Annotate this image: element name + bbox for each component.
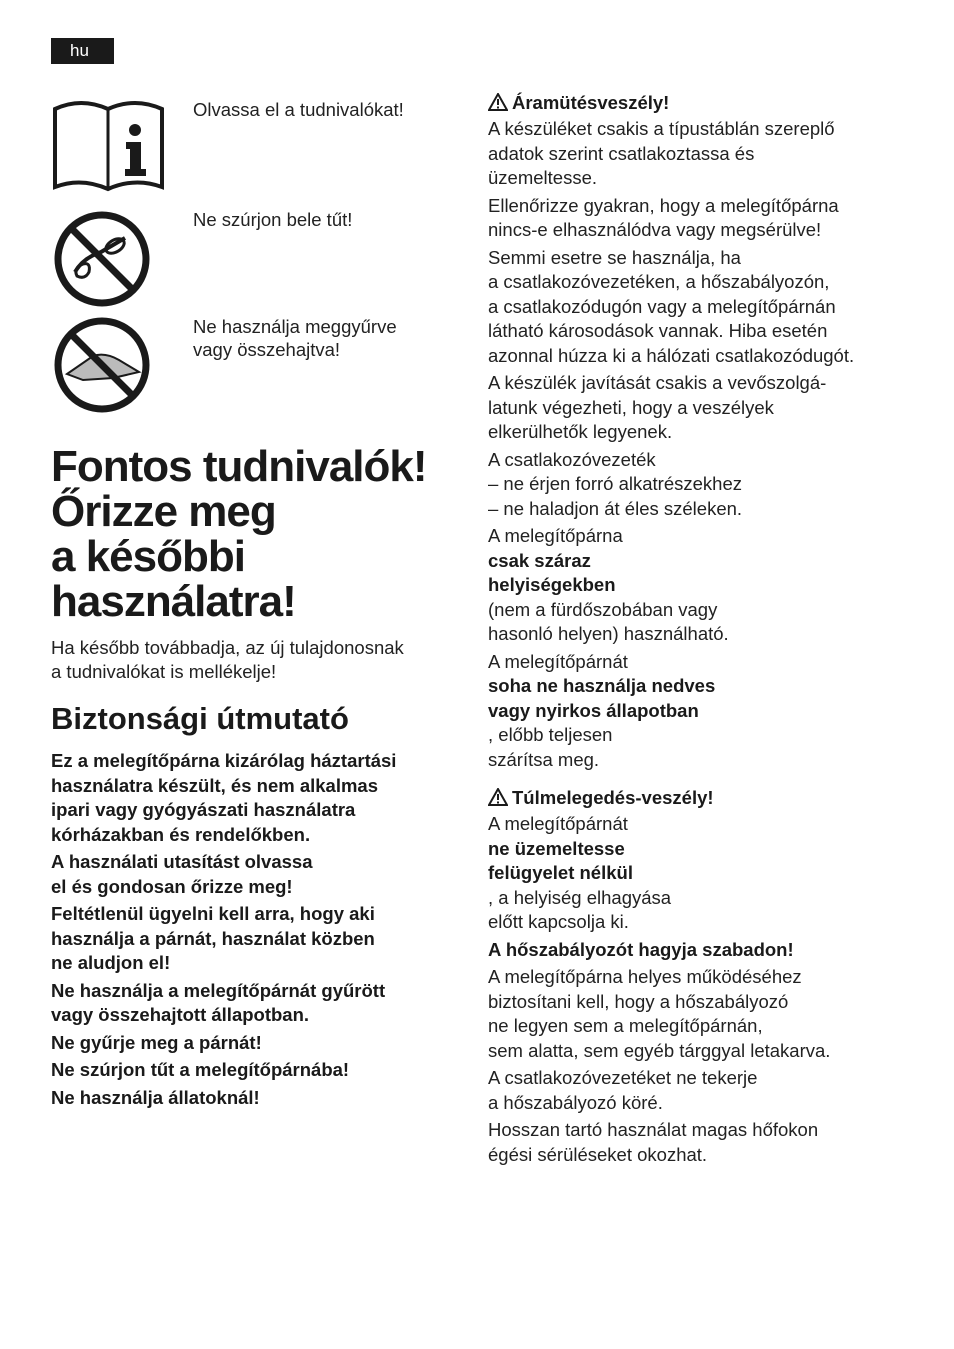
paragraph <box>488 965 918 1063</box>
title-line: használatra! <box>51 577 296 626</box>
paragraph-line: Ne használja állatoknál! <box>51 1086 260 1108</box>
paragraph-line: el és gondosan őrizze meg! <box>51 875 293 897</box>
safety-paragraph <box>51 1058 451 1083</box>
paragraph-line: a csatlakozóvezetéken, a hőszabályozón, <box>488 271 830 292</box>
safety-paragraph <box>51 979 451 1028</box>
paragraph <box>488 650 918 773</box>
paragraph-line: adatok szerint csatlakoztassa és <box>488 142 755 164</box>
no-folded-icon <box>53 316 151 414</box>
text-run: A melegítőpárnát <box>488 813 628 834</box>
paragraph-line: használatra készült, és nem alkalmas <box>51 774 379 796</box>
symbol-label-line: Olvassa el a tudnivalókat! <box>193 99 404 120</box>
paragraph-line: a csatlakozódugón vagy a melegítőpárnán <box>488 295 836 317</box>
paragraph-line: elkerülhetők legyenek. <box>488 421 673 442</box>
symbol-label-line: Ne szúrjon bele tűt! <box>193 209 353 230</box>
paragraph-line: A melegítőpárna helyes működéséhez <box>488 966 802 987</box>
bold-run: felügyelet nélkül <box>488 862 633 883</box>
paragraph-line: A használati utasítást olvassa <box>51 851 313 872</box>
paragraph-line: a hőszabályozó köré. <box>488 1091 663 1113</box>
warning-triangle-icon <box>488 93 508 111</box>
paragraph-line: sem alatta, sem egyéb tárggyal letakarva. <box>488 1039 831 1061</box>
symbol-label-line: vagy összehajtva! <box>193 339 341 360</box>
paragraph <box>488 812 918 935</box>
paragraph-line: A készüléket csakis a típustáblán szereplő <box>488 118 835 139</box>
paragraph <box>488 524 918 647</box>
safety-paragraph <box>51 1086 451 1111</box>
text-run: A melegítőpárna <box>488 525 623 546</box>
symbol-label-folded <box>193 315 397 361</box>
symbol-label-read <box>193 98 404 121</box>
bold-run: soha ne használja nedves <box>488 675 716 696</box>
text-run: , előbb teljesen <box>488 724 613 745</box>
paragraph-line: előtt kapcsolja ki. <box>488 911 629 932</box>
paragraph <box>488 371 918 445</box>
warning-title-text: Áramütésveszély! <box>512 92 670 113</box>
paragraph-line: A csatlakozóvezeték <box>488 448 656 470</box>
bold-run: A hőszabályozót hagyja szabadon! <box>488 938 794 960</box>
left-column <box>51 444 451 1110</box>
paragraph-line: A készülék javítását csakis a vevőszolgá- <box>488 372 827 393</box>
paragraph-line: Ez a melegítőpárna kizárólag háztartási <box>51 750 397 771</box>
paragraph <box>488 194 918 243</box>
list-item: – ne érjen forró alkatrészekhez <box>488 473 742 494</box>
paragraph-line: nincs-e elhasználódva vagy megsérülve! <box>488 219 822 240</box>
paragraph-line: hasonló helyen) használható. <box>488 623 729 644</box>
no-needle-icon <box>53 210 151 308</box>
paragraph-line: Feltétlenül ügyelni kell arra, hogy aki <box>51 903 375 924</box>
safety-paragraph <box>51 850 451 899</box>
paragraph-line: ipari vagy gyógyászati használatra <box>51 799 356 820</box>
safety-paragraph <box>51 749 451 847</box>
paragraph <box>488 1066 918 1115</box>
text-run: , a helyiség elhagyása <box>488 886 672 908</box>
paragraph-line: kórházakban és rendelőkben. <box>51 823 311 845</box>
paragraph-line: Ellenőrizze gyakran, hogy a melegítőpárna <box>488 194 839 216</box>
paragraph-line: vagy összehajtott állapotban. <box>51 1004 310 1025</box>
title-line: Fontos tudnivalók! <box>51 442 427 491</box>
bold-run: ne üzemeltesse <box>488 837 625 859</box>
subtitle-line: a tudnivalókat is mellékelje! <box>51 660 277 682</box>
paragraph-line: szárítsa meg. <box>488 748 600 770</box>
paragraph <box>488 117 918 191</box>
paragraph-line: Semmi esetre se használja, ha <box>488 246 741 268</box>
paragraph-line: Ne szúrjon tűt a melegítőpárnába! <box>51 1059 350 1080</box>
paragraph-line: Ne használja a melegítőpárnát gyűrött <box>51 979 386 1001</box>
section-title: Biztonsági útmutató <box>51 701 349 736</box>
paragraph <box>488 246 918 369</box>
right-column <box>488 91 918 1167</box>
language-tag: hu <box>51 38 114 64</box>
safety-paragraph <box>51 902 451 976</box>
safety-paragraph <box>51 1031 451 1056</box>
paragraph-line: biztosítani kell, hogy a hőszabályozó <box>488 990 789 1012</box>
warning-heading-overheat <box>488 786 918 810</box>
paragraph-line: látható károsodások vannak. Hiba esetén <box>488 320 828 341</box>
paragraph-line: latunk végezheti, hogy a veszélyek <box>488 396 774 418</box>
paragraph-line: azonnal húzza ki a hálózati csatlakozódugót. <box>488 344 855 366</box>
paragraph-line: ne legyen sem a melegítőpárnán, <box>488 1015 763 1036</box>
warning-heading-electric <box>488 91 918 115</box>
warning-title-text: Túlmelegedés-veszély! <box>512 787 714 808</box>
bold-run: csak száraz <box>488 549 591 571</box>
bold-run: helyiségekben <box>488 574 616 595</box>
paragraph-line: égési sérüléseket okozhat. <box>488 1143 708 1165</box>
paragraph-line: ne aludjon el! <box>51 952 171 973</box>
bold-run: vagy nyirkos állapotban <box>488 699 699 721</box>
paragraph-line: használja a párnát, használat közben <box>51 927 375 949</box>
subtitle <box>51 636 451 683</box>
paragraph-line: A csatlakozóvezetéket ne tekerje <box>488 1067 758 1088</box>
paragraph <box>488 1118 918 1167</box>
title-line: Őrizze meg <box>51 487 276 536</box>
paragraph-line: Ne gyűrje meg a párnát! <box>51 1031 262 1053</box>
symbol-label-needle <box>193 208 352 231</box>
list-item: – ne haladjon át éles széleken. <box>488 497 743 519</box>
title-line: a későbbi <box>51 532 245 581</box>
paragraph-line: üzemeltesse. <box>488 167 597 188</box>
warning-triangle-icon <box>488 788 508 806</box>
page-title <box>51 444 451 624</box>
paragraph-line: Hosszan tartó használat magas hőfokon <box>488 1119 819 1140</box>
text-run: A melegítőpárnát <box>488 650 628 672</box>
subtitle-line: Ha később továbbadja, az új tulajdonosnak <box>51 637 404 658</box>
paragraph <box>488 938 918 963</box>
symbol-label-line: Ne használja meggyűrve <box>193 316 397 337</box>
paragraph <box>488 448 918 522</box>
text-run: (nem a fürdőszobában vagy <box>488 598 718 620</box>
book-info-icon <box>51 97 166 193</box>
